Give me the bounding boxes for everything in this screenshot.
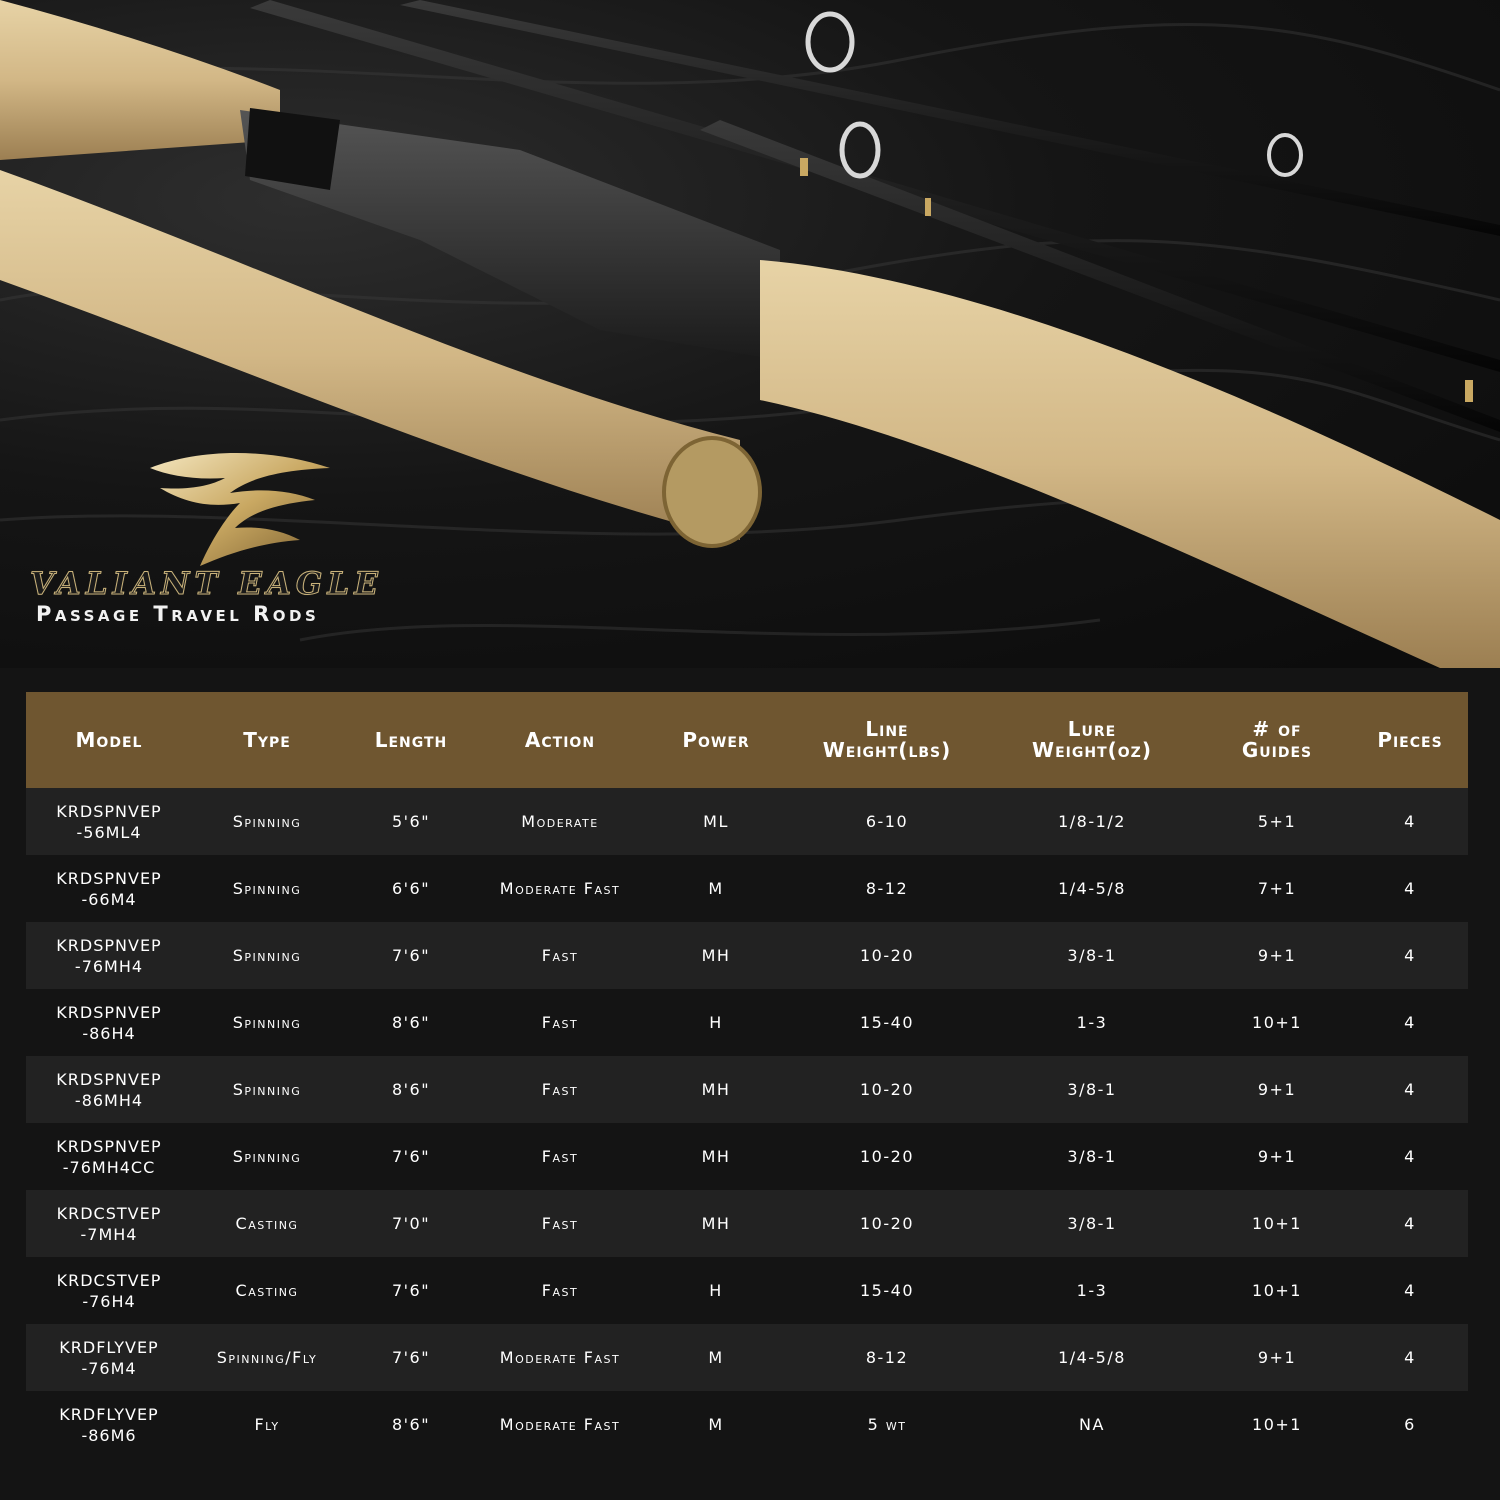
guides-cell: 9+1 — [1202, 922, 1352, 989]
model-code-line: -76MH4 — [74, 956, 144, 976]
model-cell — [26, 1123, 192, 1190]
rod-guide — [1269, 135, 1301, 175]
guides-cell: 10+1 — [1202, 1391, 1352, 1458]
length-cell: 8'6" — [342, 1391, 480, 1458]
lure-cell: 1/4-5/8 — [982, 855, 1202, 922]
model-code-line: -76H4 — [82, 1291, 136, 1311]
action-cell: Fast — [480, 1190, 640, 1257]
length-cell: 5'6" — [342, 788, 480, 855]
table-row — [26, 1190, 1468, 1257]
pieces-cell: 4 — [1352, 788, 1468, 855]
length-cell: 7'6" — [342, 1324, 480, 1391]
column-header — [342, 692, 480, 788]
model-code-line: KRDSPNVEP — [56, 801, 162, 821]
model-cell — [26, 788, 192, 855]
table-row — [26, 1056, 1468, 1123]
action-cell: Moderate Fast — [480, 1324, 640, 1391]
model-code-line: -86M6 — [81, 1425, 137, 1445]
power-cell: MH — [640, 1056, 792, 1123]
line-cell: 15-40 — [792, 989, 982, 1056]
lure-cell: 3/8-1 — [982, 1056, 1202, 1123]
table-row — [26, 855, 1468, 922]
model-cell — [26, 1391, 192, 1458]
column-header — [192, 692, 342, 788]
power-cell: H — [640, 989, 792, 1056]
table-row — [26, 1123, 1468, 1190]
length-cell: 8'6" — [342, 989, 480, 1056]
spec-table-body — [26, 788, 1468, 1458]
type-cell: Casting — [192, 1190, 342, 1257]
power-cell: M — [640, 1391, 792, 1458]
length-cell: 7'0" — [342, 1190, 480, 1257]
action-cell: Fast — [480, 989, 640, 1056]
spec-table — [26, 692, 1468, 1458]
column-header — [792, 692, 982, 788]
model-cell — [26, 989, 192, 1056]
type-cell: Fly — [192, 1391, 342, 1458]
model-code-line: KRDCSTVEP — [56, 1203, 162, 1223]
line-cell: 10-20 — [792, 922, 982, 989]
model-code-line: KRDCSTVEP — [56, 1270, 162, 1290]
power-cell: M — [640, 1324, 792, 1391]
brand-name: VALIANT EAGLE — [30, 566, 383, 602]
column-header-line: Model — [75, 727, 143, 752]
column-header-line: Weight(lbs) — [822, 738, 952, 762]
brand-tagline: Passage Travel Rods — [36, 602, 320, 626]
lure-cell: NA — [982, 1391, 1202, 1458]
type-cell: Spinning — [192, 1123, 342, 1190]
action-cell: Fast — [480, 1257, 640, 1324]
length-cell: 7'6" — [342, 1257, 480, 1324]
column-header-line: Guides — [1241, 738, 1313, 762]
action-cell: Fast — [480, 922, 640, 989]
model-code-line: KRDSPNVEP — [56, 935, 162, 955]
rod-guide — [808, 14, 852, 70]
power-cell: M — [640, 855, 792, 922]
line-cell: 6-10 — [792, 788, 982, 855]
lure-cell: 1-3 — [982, 989, 1202, 1056]
pieces-cell: 4 — [1352, 1056, 1468, 1123]
table-row — [26, 922, 1468, 989]
column-header-line: Lure — [1067, 717, 1117, 741]
lure-cell: 3/8-1 — [982, 1123, 1202, 1190]
model-code-line: -76MH4CC — [62, 1157, 156, 1177]
column-header-line: Pieces — [1377, 727, 1443, 752]
pieces-cell: 4 — [1352, 1123, 1468, 1190]
pieces-cell: 4 — [1352, 1190, 1468, 1257]
column-header-line: Action — [524, 727, 596, 752]
column-header-line: Weight(oz) — [1032, 738, 1152, 762]
length-cell: 7'6" — [342, 1123, 480, 1190]
spec-table-header — [26, 692, 1468, 788]
pieces-cell: 4 — [1352, 1324, 1468, 1391]
model-code-line: KRDFLYVEP — [59, 1404, 159, 1424]
model-code-line: -76M4 — [81, 1358, 137, 1378]
model-cell — [26, 1324, 192, 1391]
column-header-line: Type — [243, 727, 291, 752]
column-header — [640, 692, 792, 788]
model-code-line: KRDSPNVEP — [56, 1069, 162, 1089]
model-cell — [26, 1190, 192, 1257]
table-row — [26, 989, 1468, 1056]
lure-cell: 1/4-5/8 — [982, 1324, 1202, 1391]
power-cell: MH — [640, 922, 792, 989]
action-cell: Fast — [480, 1123, 640, 1190]
length-cell: 7'6" — [342, 922, 480, 989]
type-cell: Spinning/Fly — [192, 1324, 342, 1391]
model-cell — [26, 855, 192, 922]
line-cell: 8-12 — [792, 1324, 982, 1391]
model-code-line: -7MH4 — [80, 1224, 138, 1244]
type-cell: Spinning — [192, 788, 342, 855]
column-header-line: Power — [682, 727, 750, 752]
line-cell: 10-20 — [792, 1190, 982, 1257]
length-cell: 8'6" — [342, 1056, 480, 1123]
pieces-cell: 4 — [1352, 855, 1468, 922]
lure-cell: 3/8-1 — [982, 1190, 1202, 1257]
eagle-emblem-icon — [140, 448, 340, 568]
column-header-line: Line — [865, 717, 909, 741]
column-header-line: # of — [1252, 717, 1302, 741]
butt-cap — [664, 438, 760, 546]
model-code-line: KRDFLYVEP — [59, 1337, 159, 1357]
model-code-line: KRDSPNVEP — [56, 1002, 162, 1022]
model-code-line: -86H4 — [82, 1023, 136, 1043]
table-row — [26, 1257, 1468, 1324]
pieces-cell: 6 — [1352, 1391, 1468, 1458]
guides-cell: 9+1 — [1202, 1123, 1352, 1190]
type-cell: Spinning — [192, 922, 342, 989]
table-row — [26, 1324, 1468, 1391]
action-cell: Fast — [480, 1056, 640, 1123]
pieces-cell: 4 — [1352, 989, 1468, 1056]
pieces-cell: 4 — [1352, 922, 1468, 989]
column-header — [480, 692, 640, 788]
action-cell: Moderate Fast — [480, 1391, 640, 1458]
column-header-line: Length — [374, 727, 448, 752]
rod-guide — [842, 124, 878, 176]
model-cell — [26, 1257, 192, 1324]
model-code-line: -66M4 — [81, 889, 137, 909]
product-hero-image — [0, 0, 1500, 668]
power-cell: ML — [640, 788, 792, 855]
table-row — [26, 1391, 1468, 1458]
guides-cell: 10+1 — [1202, 989, 1352, 1056]
type-cell: Spinning — [192, 1056, 342, 1123]
model-code-line: -86MH4 — [74, 1090, 144, 1110]
line-cell: 5 wt — [792, 1391, 982, 1458]
line-cell: 15-40 — [792, 1257, 982, 1324]
lure-cell: 3/8-1 — [982, 922, 1202, 989]
column-header — [1352, 692, 1468, 788]
guides-cell: 9+1 — [1202, 1324, 1352, 1391]
line-cell: 10-20 — [792, 1056, 982, 1123]
model-code-line: KRDSPNVEP — [56, 1136, 162, 1156]
guides-cell: 5+1 — [1202, 788, 1352, 855]
type-cell: Casting — [192, 1257, 342, 1324]
model-cell — [26, 922, 192, 989]
pieces-cell: 4 — [1352, 1257, 1468, 1324]
header-row — [26, 692, 1468, 788]
lure-cell: 1/8-1/2 — [982, 788, 1202, 855]
type-cell: Spinning — [192, 989, 342, 1056]
column-header — [1202, 692, 1352, 788]
model-cell — [26, 1056, 192, 1123]
guides-cell: 7+1 — [1202, 855, 1352, 922]
power-cell: H — [640, 1257, 792, 1324]
cork-grip-top — [0, 0, 280, 160]
model-code-line: KRDSPNVEP — [56, 868, 162, 888]
model-code-line: -56ML4 — [76, 822, 142, 842]
guides-cell: 9+1 — [1202, 1056, 1352, 1123]
guides-cell: 10+1 — [1202, 1257, 1352, 1324]
type-cell: Spinning — [192, 855, 342, 922]
line-cell: 10-20 — [792, 1123, 982, 1190]
power-cell: MH — [640, 1123, 792, 1190]
line-cell: 8-12 — [792, 855, 982, 922]
table-row — [26, 788, 1468, 855]
column-header — [982, 692, 1202, 788]
column-header — [26, 692, 192, 788]
power-cell: MH — [640, 1190, 792, 1257]
action-cell: Moderate — [480, 788, 640, 855]
cork-grip-front — [760, 260, 1500, 668]
guides-cell: 10+1 — [1202, 1190, 1352, 1257]
length-cell: 6'6" — [342, 855, 480, 922]
action-cell: Moderate Fast — [480, 855, 640, 922]
lure-cell: 1-3 — [982, 1257, 1202, 1324]
